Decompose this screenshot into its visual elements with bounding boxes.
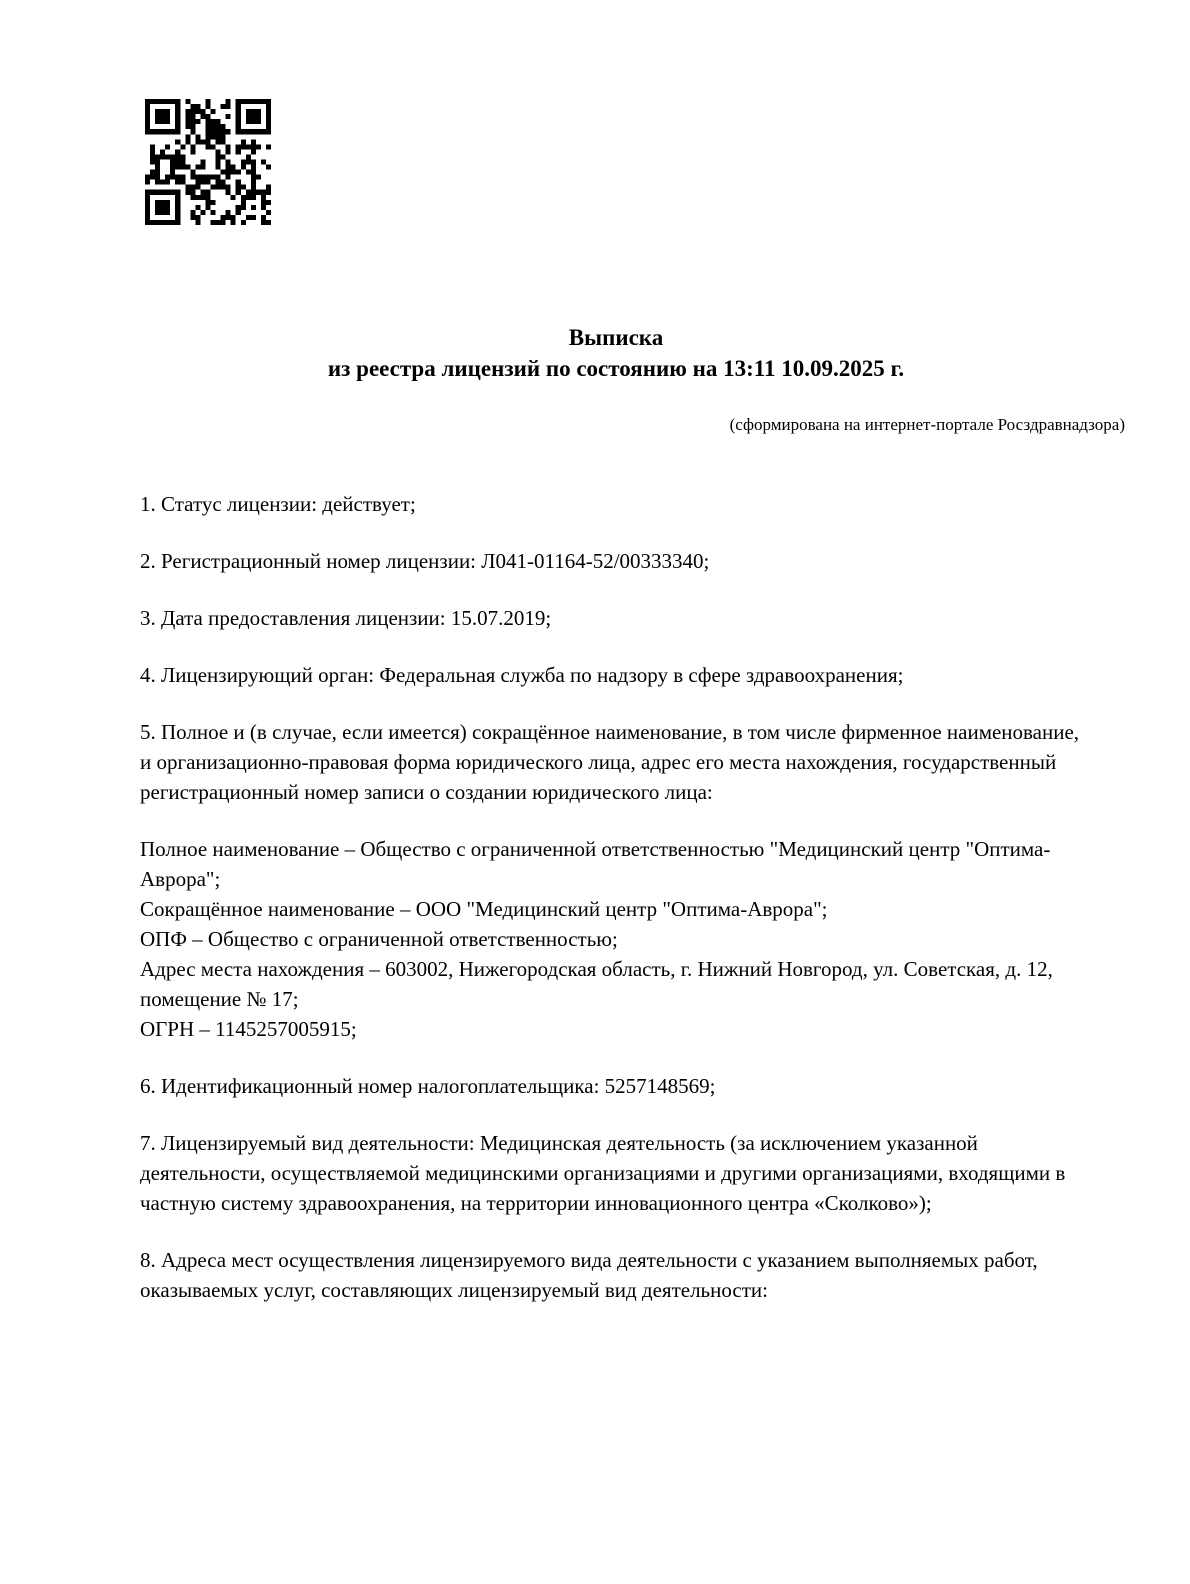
paragraph-reg-number [140,546,1092,576]
paragraph-grant-date [140,603,1092,633]
qr-code [145,99,271,225]
text-line: 2. Регистрационный номер лицензии: Л041-01164-52/00333340; [140,549,710,573]
text-line: 3. Дата предоставления лицензии: 15.07.2019; [140,606,552,630]
text-line: 8. Адреса мест осуществления лицензируемого вида деятельности с указанием выполняемых работ, оказываемых услуг, составляющих лицензируемый вид деятельности: [140,1248,1038,1302]
text-line: Адрес места нахождения – 603002, Нижегородская область, г. Нижний Новгород, ул. Советская, д. 12, помещение № 17; [140,957,1053,1011]
paragraph-licensing-authority [140,660,1092,690]
text-line: 5. Полное и (в случае, если имеется) сокращённое наименование, в том числе фирменное наименование, и организационно-правовая форма юридического лица, адрес его места нахождения, государственный регистрационный номер записи о создании юридического лица: [140,720,1080,804]
text-line: 4. Лицензирующий орган: Федеральная служба по надзору в сфере здравоохранения; [140,663,904,687]
title-line-2: из реестра лицензий по состоянию на 13:11 10.09.2025 г. [327,356,905,381]
paragraph-addresses-heading [140,1245,1092,1305]
paragraph-org-details [140,834,1092,1044]
text-line: 7. Лицензируемый вид деятельности: Медицинская деятельность (за исключением указанной деятельности, осуществляемой медицинскими организациями и другими организациями, входящими в частную систему здравоохранения, на территории инновационного центра «Сколково»); [140,1131,1066,1215]
text-line: Сокращённое наименование – ООО "Медицинский центр "Оптима-Аврора"; [140,897,828,921]
paragraph-inn [140,1071,1092,1101]
paragraph-status [140,489,1092,519]
document-subtitle: (сформирована на интернет-портале Росздравнадзора) [729,415,1125,434]
text-line: 6. Идентификационный номер налогоплательщика: 5257148569; [140,1074,716,1098]
document-body [140,489,1092,1332]
text-line: ОПФ – Общество с ограниченной ответственностью; [140,927,618,951]
paragraph-names-heading [140,717,1092,807]
text-line: Полное наименование – Общество с ограниченной ответственностью "Медицинский центр "Оптима-Аврора"; [140,837,1051,891]
document-title [140,322,1092,384]
title-line-1: Выписка [568,325,664,350]
paragraph-activity-type [140,1128,1092,1218]
text-line: ОГРН – 1145257005915; [140,1017,357,1041]
text-line: 1. Статус лицензии: действует; [140,492,416,516]
